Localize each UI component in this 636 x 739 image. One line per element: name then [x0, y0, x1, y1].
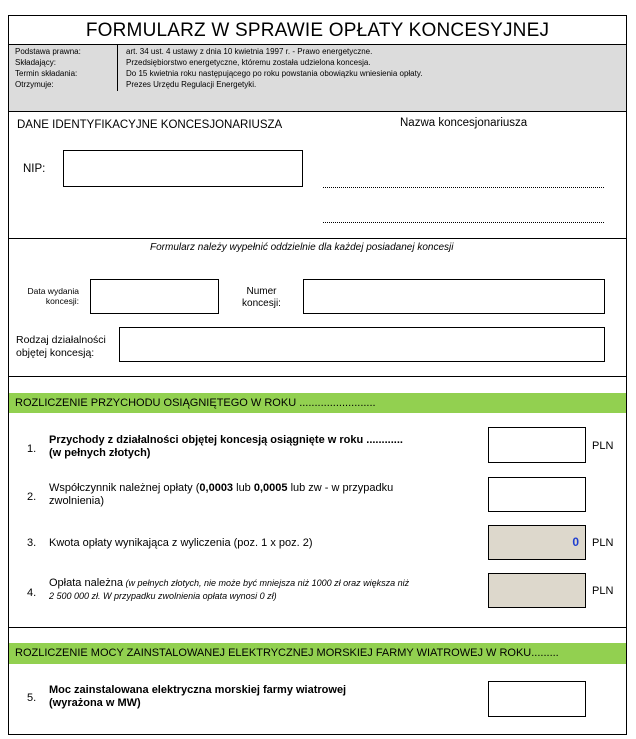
due-fee-note: 2 500 000 zł. W przypadku zwolnienia opłata wynosi 0 zł) [49, 591, 277, 601]
company-name-label: Nazwa koncesjonariusza [400, 117, 528, 129]
revenue-label-line: Przychody z działalności objętej koncesją osiągnięte w roku ............ [49, 434, 403, 446]
form-note: Formularz należy wypełnić oddzielnie dla każdej posiadanej koncesji [150, 242, 454, 253]
legal-label: Podstawa prawna: [15, 47, 81, 56]
installed-capacity-label-line: (wyrażona w MW) [49, 697, 141, 709]
concession-number-input[interactable] [303, 279, 605, 314]
item-number: 4. [27, 587, 37, 599]
legal-row [15, 46, 615, 57]
text-part: lub zw - w przypadku [287, 482, 394, 494]
revenue-input[interactable] [488, 427, 586, 463]
legal-value: Przedsiębiorstwo energetyczne, któremu została udzielona koncesja. [126, 58, 371, 67]
due-fee-label-line [49, 590, 409, 603]
activity-type-label-line: objętej koncesją: [16, 347, 95, 359]
currency-unit: PLN [592, 537, 614, 549]
fee-coefficient-input[interactable] [488, 477, 586, 512]
ident-heading: DANE IDENTYFIKACYJNE KONCESJONARIUSZA [17, 119, 283, 131]
item-number: 5. [27, 692, 37, 704]
due-fee-label [49, 577, 409, 603]
calculated-fee-output: 0 [488, 525, 586, 560]
revenue-label-line: (w pełnych złotych) [49, 447, 151, 459]
legal-label: Otrzymuje: [15, 80, 54, 89]
legal-value: Do 15 kwietnia roku następującego po roku powstania obowiązku wniesienia opłaty. [126, 69, 423, 78]
fee-coefficient-label-line [49, 482, 393, 495]
calculated-fee-label: Kwota opłaty wynikająca z wyliczenia (poz. 1 x poz. 2) [49, 537, 313, 549]
legal-value: art. 34 ust. 4 ustawy z dnia 10 kwietnia 1997 r. - Prawo energetyczne. [126, 47, 373, 56]
legal-row [15, 68, 615, 79]
legal-info-block [9, 44, 626, 112]
concession-number-label-line: Numer [246, 286, 277, 297]
legal-value: Prezes Urzędu Regulacji Energetyki. [126, 80, 257, 89]
text-part: Opłata należna [49, 577, 123, 589]
coefficient-option: 0,0003 [199, 482, 234, 494]
revenue-section-header: ROZLICZENIE PRZYCHODU OSIĄGNIĘTEGO W ROKU ......................... [9, 393, 626, 413]
company-name-line-1[interactable] [323, 187, 604, 188]
due-fee-label-line [49, 577, 409, 590]
legal-divider [117, 44, 118, 91]
currency-unit: PLN [592, 440, 614, 452]
due-fee-input[interactable] [488, 573, 586, 608]
item-number: 2. [27, 491, 37, 503]
concession-fee-form [8, 15, 627, 735]
section-divider [9, 627, 626, 628]
nip-input[interactable] [63, 150, 303, 187]
revenue-label [49, 434, 403, 460]
currency-unit: PLN [592, 585, 614, 597]
form-title: FORMULARZ W SPRAWIE OPŁATY KONCESYJNEJ [85, 20, 550, 41]
item-number: 1. [27, 443, 37, 455]
installed-capacity-label-line: Moc zainstalowana elektryczna morskiej farmy wiatrowej [49, 684, 347, 696]
legal-row [15, 57, 615, 68]
activity-type-input[interactable] [119, 327, 605, 362]
issue-date-label [21, 286, 79, 306]
offshore-wind-section-header: ROZLICZENIE MOCY ZAINSTALOWANEJ ELEKTRYCZNEJ MORSKIEJ FARMY WIATROWEJ W ROKU......... [9, 643, 626, 664]
item-number: 3. [27, 537, 37, 549]
section-divider [9, 376, 626, 377]
fee-coefficient-label [49, 482, 393, 508]
legal-label: Składający: [15, 58, 56, 67]
activity-type-label-line: Rodzaj działalności [16, 334, 106, 346]
coefficient-option: 0,0005 [253, 482, 288, 494]
fee-coefficient-label-line: zwolnienia) [49, 495, 105, 507]
text-part: Współczynnik należnej opłaty ( [49, 482, 200, 494]
company-name-line-2[interactable] [323, 222, 604, 223]
legal-label: Termin składania: [15, 69, 78, 78]
concession-number-label [239, 286, 284, 310]
installed-capacity-label [49, 684, 346, 710]
section-divider [9, 238, 626, 239]
text-part: lub [233, 482, 254, 494]
concession-number-label-line: koncesji: [242, 298, 281, 309]
legal-row [15, 79, 615, 90]
issue-date-label-line: Data wydania [27, 286, 79, 296]
activity-type-label [16, 334, 106, 360]
nip-label: NIP: [23, 163, 46, 175]
due-fee-note: (w pełnych złotych, nie może być mniejsza niż 1000 zł oraz większa niż [123, 578, 410, 588]
installed-capacity-input[interactable] [488, 681, 586, 717]
issue-date-label-line: koncesji: [45, 296, 79, 306]
issue-date-input[interactable] [90, 279, 219, 314]
